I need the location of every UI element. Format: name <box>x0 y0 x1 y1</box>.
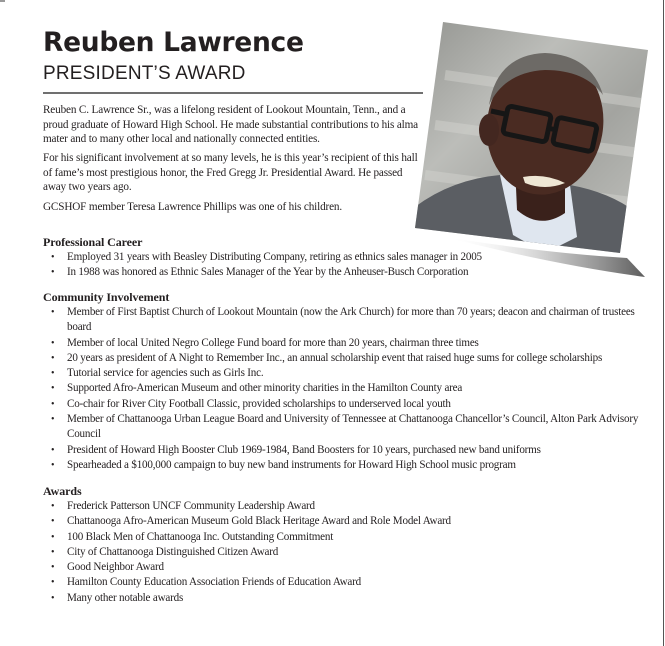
list-item <box>51 514 543 529</box>
list-item <box>51 250 513 265</box>
list-item <box>51 443 653 458</box>
list-item-text: Spearheaded a $100,000 campaign to buy new band instruments for Howard High School music program <box>67 458 516 471</box>
list-item-text: In 1988 was honored as Ethnic Sales Manager of the Year by the Anheuser-Busch Corporation <box>67 266 469 279</box>
bullet-icon: • <box>51 398 55 410</box>
title-divider <box>43 92 423 94</box>
list-item <box>51 591 543 606</box>
list-item <box>51 545 543 560</box>
bullet-icon: • <box>51 531 55 543</box>
bullet-icon: • <box>51 516 55 528</box>
intro-paragraph: Reuben C. Lawrence Sr., was a lifelong resident of Lookout Mountain, Tenn., and a proud graduate of Howard High School. He made substantial contributions to his alma mater and to many other local and nationally connected entities. <box>43 104 418 146</box>
list-item-text: Employed 31 years with Beasley Distributing Company, retiring as ethnics sales manager in 2005 <box>67 251 482 263</box>
list-item <box>51 381 653 396</box>
list-item-text: Member of local United Negro College Fund board for more than 20 years, chairman three times <box>67 336 479 349</box>
award-title: PRESIDENT’S AWARD <box>43 63 246 84</box>
list-item-text: Good Neighbor Award <box>67 561 164 574</box>
list-item <box>51 499 543 514</box>
bullet-icon: • <box>51 444 55 456</box>
list-item <box>51 351 653 366</box>
list-item <box>51 530 543 545</box>
list-item-text: Many other notable awards <box>67 591 184 604</box>
career-list <box>43 250 513 281</box>
bullet-icon: • <box>51 592 55 604</box>
intro-paragraph: GCSHOF member Teresa Lawrence Phillips was one of his children. <box>43 200 343 213</box>
section-heading: Community Involvement <box>43 290 170 304</box>
intro-text <box>43 103 428 219</box>
section-heading: Professional Career <box>43 235 143 249</box>
list-item-text: President of Howard High Booster Club 1969-1984, Band Boosters for 10 years, purchased new band uniforms <box>67 443 541 456</box>
bullet-icon: • <box>51 352 55 364</box>
list-item-text: 20 years as president of A Night to Remember Inc., an annual scholarship event that raised huge sums for college scholarships <box>67 351 603 364</box>
list-item <box>51 458 653 473</box>
section-awards <box>43 484 543 606</box>
corner-mark <box>0 0 5 2</box>
awards-list <box>43 499 543 606</box>
bullet-icon: • <box>51 562 55 574</box>
page-edge-line <box>663 0 664 646</box>
list-item <box>51 265 513 280</box>
list-item <box>51 412 653 443</box>
community-list <box>43 305 653 473</box>
list-item-text: Supported Afro-American Museum and other minority charities in the Hamilton County area <box>67 382 463 395</box>
list-item-text: Co-chair for River City Football Classic, provided scholarships to underserved local youth <box>67 397 451 410</box>
list-item <box>51 397 653 412</box>
list-item-text: Member of First Baptist Church of Lookout Mountain (now the Ark Church) for more than 70 years; deacon and chairman of trustees board <box>67 306 635 334</box>
list-item <box>51 560 543 575</box>
bullet-icon: • <box>51 307 55 318</box>
ear <box>479 114 499 146</box>
bullet-icon: • <box>51 267 55 279</box>
bullet-icon: • <box>51 414 55 426</box>
list-item-text: Member of Chattanooga Urban League Board and University of Tennessee at Chattanooga Chancellor’s Council, Alton Park Advisory Council <box>67 413 639 441</box>
bullet-icon: • <box>51 577 55 589</box>
bullet-icon: • <box>51 337 55 349</box>
list-item-text: Chattanooga Afro-American Museum Gold Black Heritage Award and Role Model Award <box>67 515 451 528</box>
list-item-text: Tutorial service for agencies such as Girls Inc. <box>67 367 264 380</box>
list-item-text: 100 Black Men of Chattanooga Inc. Outstanding Commitment <box>67 530 334 543</box>
bullet-icon: • <box>51 368 55 380</box>
intro-paragraph: For his significant involvement at so many levels, he is this year’s recipient of this hall of fame’s most prestigious honor, the Fred Gregg Jr. Presidential Award. He passed away two years ago. <box>43 152 418 194</box>
list-item <box>51 305 653 336</box>
bullet-icon: • <box>51 501 55 512</box>
bullet-icon: • <box>51 252 55 263</box>
list-item-text: Hamilton County Education Association Friends of Education Award <box>67 576 361 589</box>
section-heading: Awards <box>43 484 82 498</box>
list-item-text: City of Chattanooga Distinguished Citizen Award <box>67 545 279 558</box>
list-item-text: Frederick Patterson UNCF Community Leadership Award <box>67 500 315 512</box>
honoree-name: Reuben Lawrence <box>43 27 304 58</box>
section-professional-career <box>43 235 513 281</box>
list-item <box>51 366 653 381</box>
list-item <box>51 336 653 351</box>
bullet-icon: • <box>51 459 55 471</box>
section-community-involvement <box>43 290 653 473</box>
bullet-icon: • <box>51 546 55 558</box>
list-item <box>51 575 543 590</box>
bullet-icon: • <box>51 383 55 395</box>
